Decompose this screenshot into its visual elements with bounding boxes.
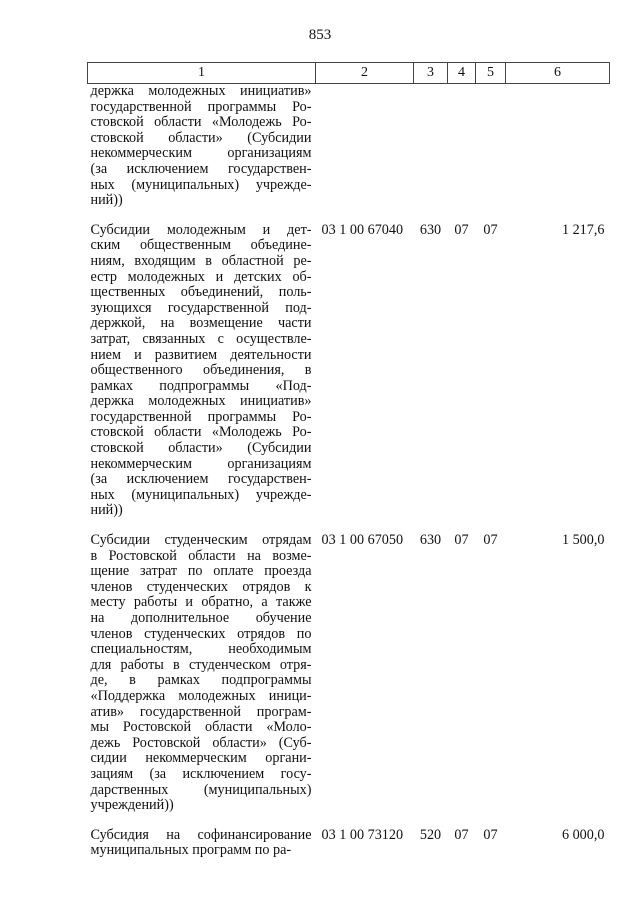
description-line: некоммерческим организациям xyxy=(90,145,312,162)
description-line: (за исключением государствен- xyxy=(90,160,312,177)
description-line: ским общественным объедине- xyxy=(90,237,312,254)
description-line: государственной программы Ро- xyxy=(90,98,312,115)
table-header-row xyxy=(88,63,610,84)
row-description xyxy=(88,828,316,859)
row-amount: 6 000,0 xyxy=(561,826,605,843)
table-row xyxy=(88,84,610,209)
description-line: Субсидия на софинансирование xyxy=(90,826,312,843)
column-header-4: 4 xyxy=(448,63,476,84)
description-line: членов студенческих отрядов к xyxy=(90,578,312,595)
row-spacer xyxy=(88,814,610,828)
row-subsection xyxy=(476,84,506,209)
row-amount xyxy=(506,84,610,209)
budget-table xyxy=(87,62,610,859)
column-header-5: 5 xyxy=(476,63,506,84)
description-line: рамках подпрограммы «Под- xyxy=(90,377,312,394)
row-code xyxy=(316,84,414,209)
row-amount: 1 217,6 xyxy=(561,221,605,238)
row-subsection: 07 xyxy=(483,826,498,843)
row-amount: 1 500,0 xyxy=(561,532,605,549)
row-code: 03 1 00 67050 xyxy=(321,532,404,549)
row-section: 07 xyxy=(454,826,469,843)
description-line: стовской области «Молодежь Ро- xyxy=(90,114,312,131)
row-expense-type: 630 xyxy=(419,221,442,238)
row-code: 03 1 00 67040 xyxy=(321,221,404,238)
table-row xyxy=(88,223,610,519)
table-body xyxy=(88,84,610,859)
description-line: учреждений)) xyxy=(90,797,174,814)
description-line: стовской области» (Субсидии xyxy=(90,440,312,457)
column-header-1: 1 xyxy=(88,63,316,84)
column-header-2: 2 xyxy=(316,63,414,84)
description-line: естр молодежных и детских об- xyxy=(90,268,312,285)
description-line: государственной программы Ро- xyxy=(90,408,312,425)
row-subsection: 07 xyxy=(483,532,498,549)
description-line: для работы в студенческом отря- xyxy=(90,656,312,673)
description-line: затрат, связанных с осуществле- xyxy=(90,330,312,347)
description-line: щение затрат по оплате проезда xyxy=(90,563,312,580)
description-line: месту работы и обратно, а также xyxy=(90,594,312,611)
description-line: дежь Ростовской области» (Суб- xyxy=(90,734,312,751)
description-line: сидии некоммерческим органи- xyxy=(90,750,312,767)
row-spacer xyxy=(88,519,610,533)
description-line: муниципальных программ по ра- xyxy=(90,842,292,859)
row-description xyxy=(88,533,316,814)
row-description xyxy=(88,84,316,209)
description-line: на дополнительное обучение xyxy=(90,610,312,626)
description-line: (за исключением государствен- xyxy=(90,471,312,488)
description-line: стовской области «Молодежь Ро- xyxy=(90,424,312,441)
row-description xyxy=(88,223,316,519)
description-line: зующихся государственной под- xyxy=(90,299,312,316)
description-line: атив» государственной програм- xyxy=(90,703,312,720)
description-line: общественного объединения, в xyxy=(90,362,312,379)
row-section: 07 xyxy=(454,532,469,549)
description-line: ных (муниципальных) учрежде- xyxy=(90,486,312,503)
description-line: де, в рамках подпрограммы xyxy=(90,672,312,689)
column-header-3: 3 xyxy=(414,63,448,84)
row-section xyxy=(448,84,476,209)
description-line: «Поддержка молодежных иници- xyxy=(90,687,312,704)
description-line: мы Ростовской области «Моло- xyxy=(90,719,312,736)
table-row xyxy=(88,533,610,814)
row-expense-type: 520 xyxy=(419,826,442,843)
row-spacer xyxy=(88,209,610,223)
description-line: нием и развитием деятельности xyxy=(90,346,312,363)
description-line: специальностям, необходимым xyxy=(90,641,312,658)
page-number: 853 xyxy=(308,27,332,43)
row-expense-type xyxy=(414,84,448,209)
row-section: 07 xyxy=(454,221,469,238)
description-line: ниям, входящим в областной ре- xyxy=(90,252,312,269)
table-row xyxy=(88,828,610,859)
description-line: дарственных (муниципальных) xyxy=(90,781,312,798)
description-line: ний)) xyxy=(90,192,123,209)
description-line: членов студенческих отрядов по xyxy=(90,625,312,642)
description-line: держка молодежных инициатив» xyxy=(90,83,312,99)
description-line: Субсидии студенческим отрядам xyxy=(90,532,312,549)
row-subsection: 07 xyxy=(483,221,498,238)
description-line: зациям (за исключением госу- xyxy=(90,765,312,782)
column-header-6: 6 xyxy=(506,63,610,84)
description-line: ний)) xyxy=(90,502,123,519)
description-line: держкой, на возмещение части xyxy=(90,315,312,332)
row-code: 03 1 00 73120 xyxy=(321,826,404,843)
row-expense-type: 630 xyxy=(419,532,442,549)
description-line: щественных объединений, поль- xyxy=(90,284,312,301)
description-line: стовской области» (Субсидии xyxy=(90,129,312,146)
description-line: некоммерческим организациям xyxy=(90,455,312,472)
description-line: ных (муниципальных) учрежде- xyxy=(90,176,312,193)
description-line: в Ростовской области на возме- xyxy=(90,547,312,564)
description-line: держка молодежных инициатив» xyxy=(90,393,312,410)
description-line: Субсидии молодежным и дет- xyxy=(90,221,312,238)
